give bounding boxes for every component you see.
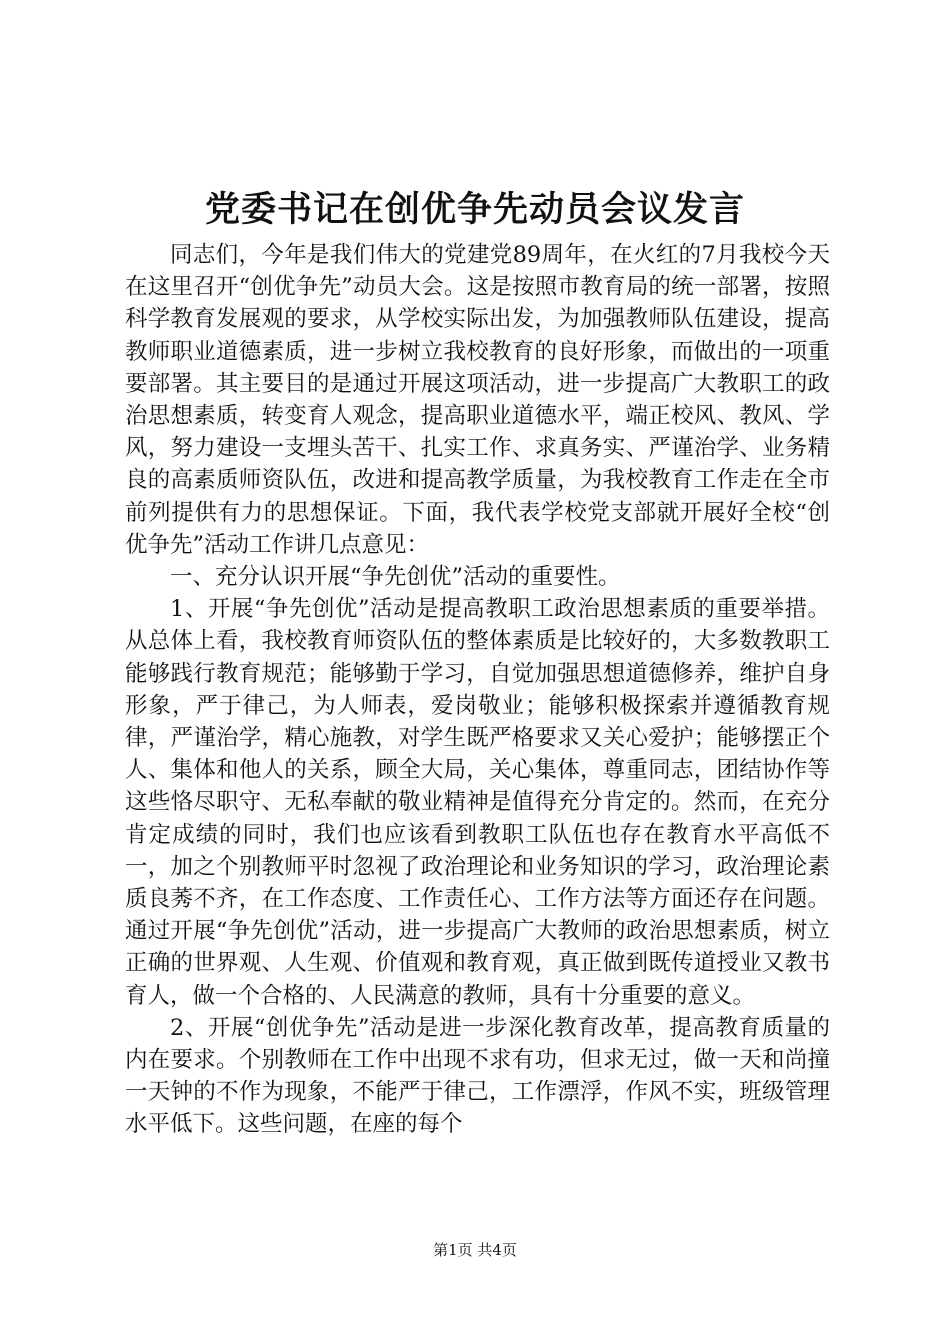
document-title: 党委书记在创优争先动员会议发言 <box>204 189 745 230</box>
page-footer: 第1页 共4页 <box>433 1241 517 1259</box>
paragraph-point-two: 2、开展“创优争先”活动是进一步深化教育改革，提高教育质量的内在要求。个别教师在工作中出现不求有功，但求无过，做一天和尚撞一天钟的不作为现象，不能严于律己，工作漂浮，作风不实，班级管理水平低下。这些问题，在座的每个 <box>125 1014 830 1138</box>
paragraph-section-heading: 一、充分认识开展“争先创优”活动的重要性。 <box>170 564 621 591</box>
document-body <box>125 239 830 1141</box>
paragraph-point-one: 1、开展“争先创优”活动是提高教职工政治思想素质的重要举措。从总体上看，我校教育师资队伍的整体素质是比较好的，大多数教职工能够践行教育规范；能够勤于学习，自觉加强思想道德修养，维护自身形象，严于律己，为人师表，爱岗敬业；能够积极探索并遵循教育规律，严谨治学，精心施教，对学生既严格要求又关心爱护；能够摆正个人、集体和他人的关系，顾全大局，关心集体，尊重同志，团结协作等这些恪尽职守、无私奉献的敬业精神是值得充分肯定的。然而，在充分肯定成绩的同时，我们也应该看到教职工队伍也存在教育水平高低不一，加之个别教师平时忽视了政治理论和业务知识的学习，政治理论素质良莠不齐，在工作态度、工作责任心、工作方法等方面还存在问题。通过开展“争先创优”活动，进一步提高广大教师的政治思想素质，树立正确的世界观、人生观、价值观和教育观，真正做到既传道授业又教书育人，做一个合格的、人民满意的教师，具有十分重要的意义。 <box>125 596 830 1009</box>
paragraph-intro: 同志们，今年是我们伟大的党建党89周年，在火红的7月我校今天在这里召开“创优争先”动员大会。这是按照市教育局的统一部署，按照科学教育发展观的要求，从学校实际出发，为加强教师队伍建设，提高教师职业道德素质，进一步树立我校教育的良好形象，而做出的一项重要部署。其主要目的是通过开展这项活动，进一步提高广大教职工的政治思想素质，转变育人观念，提高职业道德水平，端正校风、教风、学风，努力建设一支埋头苦干、扎实工作、求真务实、严谨治学、业务精良的高素质师资队伍，改进和提高教学质量，为我校教育工作走在全市前列提供有力的思想保证。下面，我代表学校党支部就开展好全校“创优争先”活动工作讲几点意见： <box>125 242 830 558</box>
